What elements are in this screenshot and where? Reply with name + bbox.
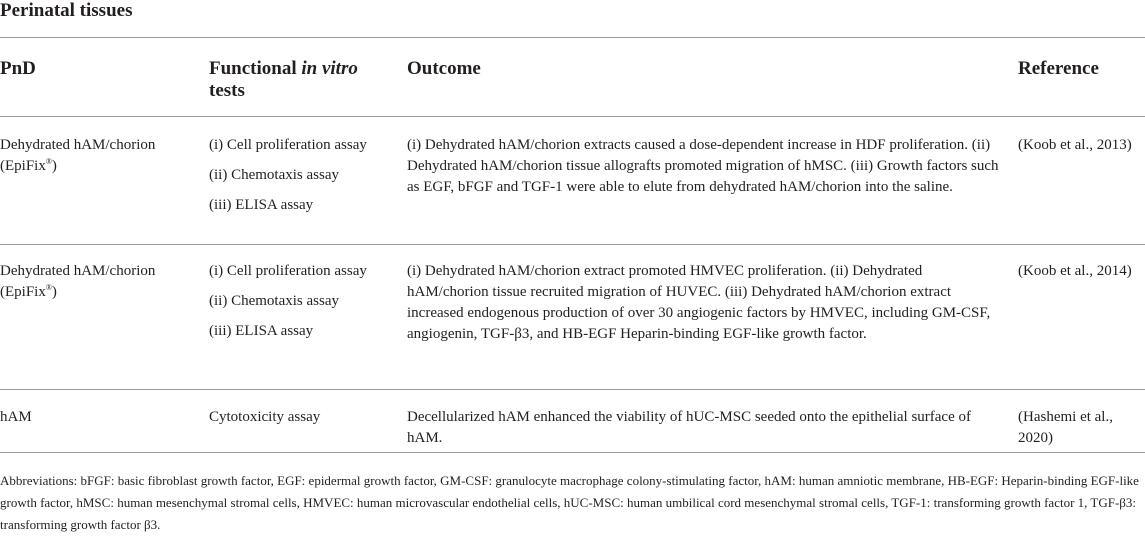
row3-outcome: Decellularized hAM enhanced the viability of hUC-MSC seeded onto the epithelial surface of hAM. — [407, 409, 971, 446]
row1-tests — [209, 135, 399, 225]
section-title: Perinatal tissues — [0, 0, 133, 21]
row1-reference: (Koob et al., 2013) — [1018, 137, 1132, 153]
row2-tests — [209, 261, 399, 351]
header-pnd: PnD — [0, 58, 36, 79]
row2-outcome: (i) Dehydrated hAM/chorion extract promoted HMVEC proliferation. (ii) Dehydrated hAM/chorion tissue recruited migration of HUVEC. (iii) Dehydrated hAM/chorion extract increased endogenous production of over 30 angiogenic factors by HMVEC, including GM-CSF, angiogenin, TGF-β3, and HB-EGF Heparin-binding EGF-like growth factor. — [407, 263, 991, 342]
row3-reference: (Hashemi et al., 2020) — [1018, 409, 1113, 446]
header-rule — [0, 116, 1145, 117]
list-item: (i) Cell proliferation assay — [209, 137, 367, 153]
list-item: (iii) ELISA assay — [209, 197, 314, 213]
row3-tests — [209, 407, 399, 437]
top-rule — [0, 37, 1145, 38]
list-item: Cytotoxicity assay — [209, 409, 321, 425]
abbreviations-footnote: Abbreviations: bFGF: basic fibroblast growth factor, EGF: epidermal growth factor, GM-CSF: granulocyte macrophage colony-stimulating factor, hAM: human amniotic membrane, HB-EGF: Heparin-binding EGF-like growth factor, hMSC: human mesenchymal stromal cells, HMVEC: human microvascular endothelial cells, hUC-MSC: human umbilical cord mesenchymal stromal cells, TGF-1: transforming growth factor 1, TGF-β3: transforming growth factor β3. — [0, 473, 1139, 532]
header-outcome: Outcome — [407, 58, 481, 79]
row2-reference: (Koob et al., 2014) — [1018, 263, 1132, 279]
list-item: (i) Cell proliferation assay — [209, 263, 367, 279]
row1-pnd: Dehydrated hAM/chorion (EpiFix®) — [0, 137, 156, 174]
list-item: (iii) ELISA assay — [209, 323, 314, 339]
row1-outcome: (i) Dehydrated hAM/chorion extracts caused a dose-dependent increase in HDF proliferation. (ii) Dehydrated hAM/chorion tissue allografts promoted migration of hMSC. (iii) Growth factors such as EGF, bFGF and TGF-1 were able to elute from dehydrated hAM/chorion into the saline. — [407, 137, 999, 195]
row2-pnd: Dehydrated hAM/chorion (EpiFix®) — [0, 263, 156, 300]
row-divider — [0, 389, 1145, 390]
list-item: (ii) Chemotaxis assay — [209, 293, 339, 309]
row-divider — [0, 244, 1145, 245]
bottom-rule — [0, 452, 1145, 453]
header-reference: Reference — [1018, 58, 1099, 79]
row3-pnd: hAM — [0, 409, 32, 425]
list-item: (ii) Chemotaxis assay — [209, 167, 339, 183]
header-tests: Functional in vitro tests — [209, 58, 358, 101]
